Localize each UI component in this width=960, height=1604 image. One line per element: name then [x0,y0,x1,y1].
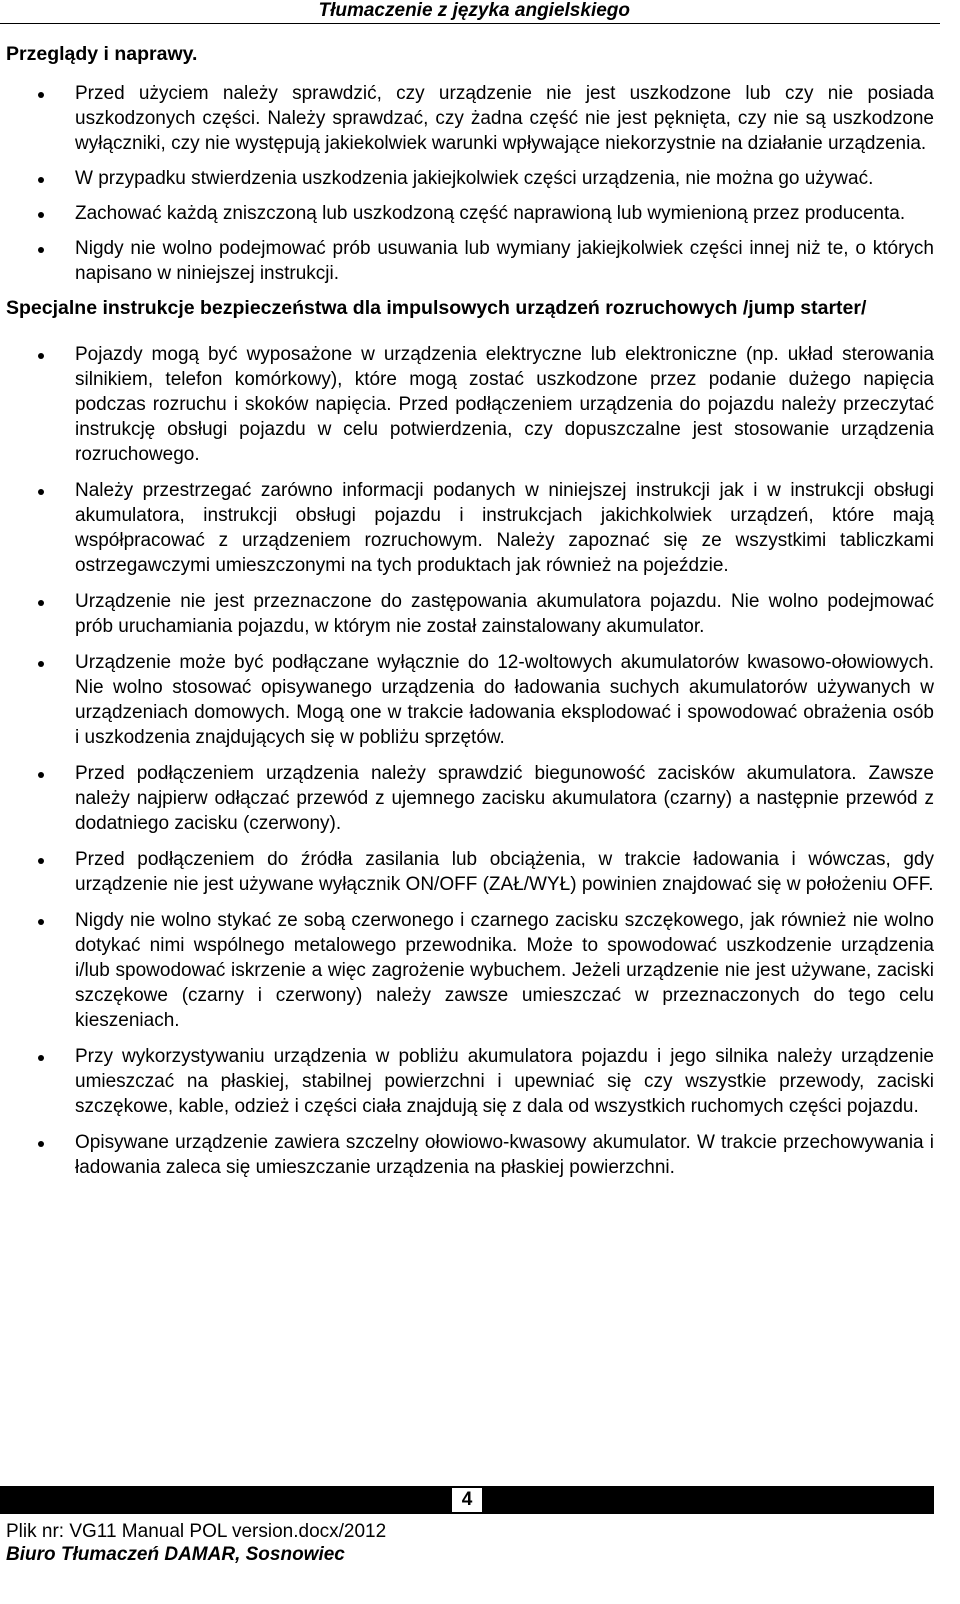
list-item: Pojazdy mogą być wyposażone w urządzenia elektryczne lub elektroniczne (np. układ sterowania silnikiem, telefon komórkowy), które mogą zostać uszkodzone przez podanie dużego napięcia podczas rozruchu i skoków napięcia. Przed podłączeniem urządzenia do pojazdu należy przeczytać instrukcję obsługi pojazdu w celu potwierdzenia, czy dopuszczalne jest stosowanie urządzenia rozruchowego. [6,342,934,467]
bullet-icon [38,247,44,253]
list-item: Urządzenie może być podłączane wyłącznie do 12-woltowych akumulatorów kwasowo-ołowiowych. Nie wolno stosować opisywanego urządzenia do ładowania suchych akumulatorów używanych w urządzeniach domowych. Mogą one w trakcie ładowania eksplodować i spowodować obrażenia osób i uszkodzenia znajdujących się w pobliżu sprzętów. [6,650,934,750]
section-heading-inspections: Przeglądy i naprawy. [6,43,198,65]
bullet-icon [38,489,44,495]
list-item: Zachować każdą zniszczoną lub uszkodzoną część naprawioną lub wymienioną przez producenta. [6,201,934,226]
list-item: W przypadku stwierdzenia uszkodzenia jakiejkolwiek części urządzenia, nie można go używać. [6,166,934,191]
list-item: Przed podłączeniem urządzenia należy sprawdzić biegunowość zacisków akumulatora. Zawsze należy najpierw odłączać przewód z ujemnego zacisku akumulatora (czarny) a następnie przewód z dodatniego zacisku (czerwony). [6,761,934,836]
bullet-icon [38,1055,44,1061]
list-item: Opisywane urządzenie zawiera szczelny ołowiowo-kwasowy akumulator. W trakcie przechowywania i ładowania zaleca się umieszczanie urządzenia na płaskiej powierzchni. [6,1130,934,1180]
page-number: 4 [452,1488,482,1512]
list-item: Przed podłączeniem do źródła zasilania lub obciążenia, w trakcie ładowania i wówczas, gdy urządzenie nie jest używane wyłącznik ON/OFF (ZAŁ/WYŁ) powinien znajdować się w położeniu OFF. [6,847,934,897]
page-header [0,0,940,24]
bullet-icon [38,600,44,606]
section-heading-jump-starter: Specjalne instrukcje bezpieczeństwa dla impulsowych urządzeń rozruchowych /jump starter/ [6,297,867,319]
footer-office: Biuro Tłumaczeń DAMAR, Sosnowiec [6,1544,345,1565]
inspection-list [6,81,934,286]
document-body [6,42,934,1191]
bullet-icon [38,92,44,98]
list-item: Nigdy nie wolno stykać ze sobą czerwonego i czarnego zacisku szczękowego, jak również nie wolno dotykać nimi wspólnego metalowego przewodnika. Może to spowodować uszkodzenie urządzenia i/lub spowodować iskrzenie a więc zagrożenie wybuchem. Jeżeli urządzenie nie jest używane, zaciski szczękowe (czarny i czerwony) należy zawsze umieszczać w przeznaczonych do tego celu kieszeniach. [6,908,934,1033]
safety-list [6,342,934,1180]
bullet-icon [38,919,44,925]
bullet-icon [38,772,44,778]
bullet-icon [38,1141,44,1147]
bullet-icon [38,661,44,667]
list-item: Przed użyciem należy sprawdzić, czy urządzenie nie jest uszkodzone lub czy nie posiada uszkodzonych części. Należy sprawdzać, czy żadna część nie jest pęknięta, czy nie są uszkodzone wyłączniki, czy nie występują jakiekolwiek warunki wpływające niekorzystnie na działanie urządzenia. [6,81,934,156]
list-item: Nigdy nie wolno podejmować prób usuwania lub wymiany jakiejkolwiek części innej niż te, o których napisano w niniejszej instrukcji. [6,236,934,286]
footer-file: Plik nr: VG11 Manual POL version.docx/2012 [6,1521,387,1542]
bullet-icon [38,177,44,183]
list-item: Urządzenie nie jest przeznaczone do zastępowania akumulatora pojazdu. Nie wolno podejmować prób uruchamiania pojazdu, w którym nie został zainstalowany akumulator. [6,589,934,639]
header-title: Tłumaczenie z języka angielskiego [318,0,630,21]
bullet-icon [38,858,44,864]
list-item: Przy wykorzystywaniu urządzenia w pobliżu akumulatora pojazdu i jego silnika należy urządzenie umieszczać na płaskiej, stabilnej powierzchni i upewniać się czy wszystkie przewody, zaciski szczękowe, kable, odzież i części ciała znajdują się z dala od wszystkich ruchomych części pojazdu. [6,1044,934,1119]
bullet-icon [38,212,44,218]
list-item: Należy przestrzegać zarówno informacji podanych w niniejszej instrukcji jak i w instrukcji obsługi akumulatora, instrukcji obsługi pojazdu i instrukcjach jakichkolwiek urządzeń, które mają współpracować z urządzeniem rozruchowym. Należy zapoznać się ze wszystkimi tabliczkami ostrzegawczymi umieszczonymi na tych produktach jak również na pojeździe. [6,478,934,578]
bullet-icon [38,353,44,359]
